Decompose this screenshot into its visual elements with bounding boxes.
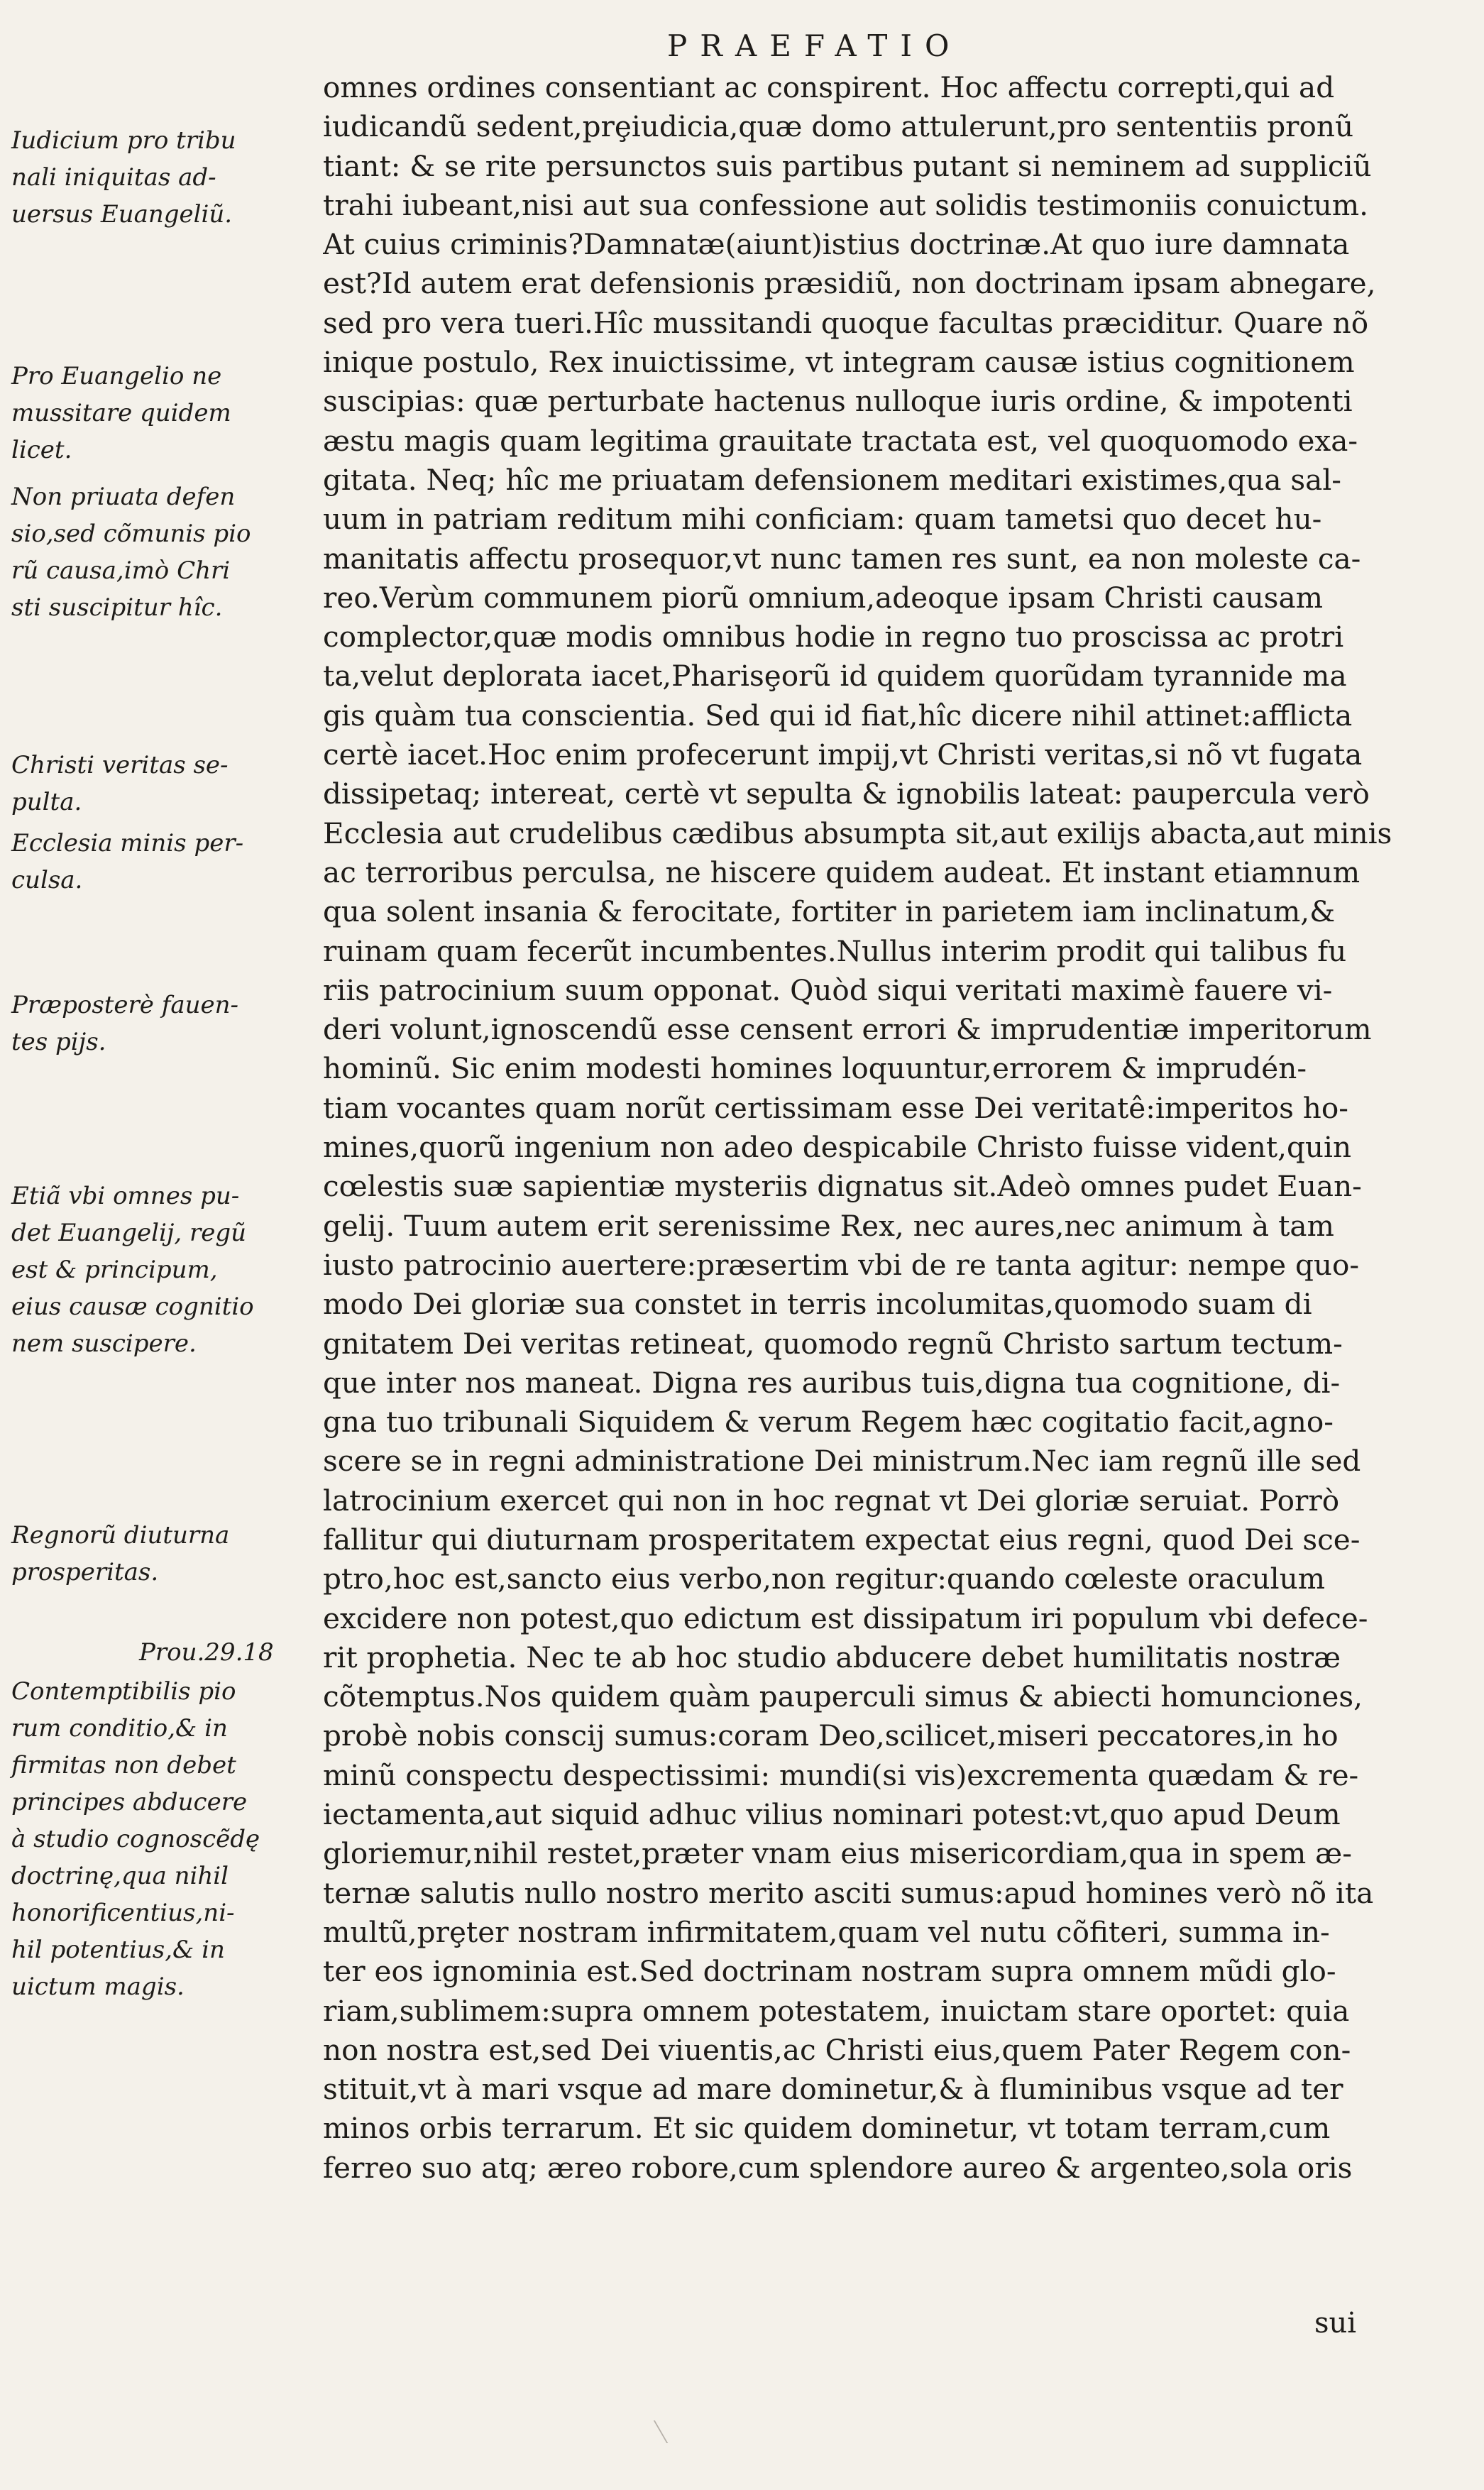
text-line: complector,quæ modis omnibus hodie in regno tuo proscissa ac protri	[323, 620, 1344, 654]
running-head: PRAEFATIO	[667, 28, 962, 63]
main-text	[323, 68, 1458, 2188]
text-line: deri volunt,ignoscendũ esse censent errori & imprudentiæ imperitorum	[323, 1012, 1372, 1047]
text-line: probè nobis conscij sumus:coram Deo,scilicet,miseri peccatores,in ho	[323, 1718, 1339, 1753]
text-line: ter eos ignominia est.Sed doctrinam nostram supra omnem mũdi glo-	[323, 1954, 1336, 1989]
margin-note-line: uersus Euangeliũ.	[11, 200, 233, 229]
margin-note	[11, 478, 324, 626]
text-line: iusto patrocinio auertere:præsertim vbi de re tanta agitur: nempe quo-	[323, 1247, 1360, 1282]
margin-note	[11, 122, 324, 233]
margin-note-line: Iudicium pro tribu	[11, 126, 236, 155]
text-line: cõtemptus.Nos quidem quàm pauperculi simus & abiecti homunciones,	[323, 1679, 1363, 1714]
text-line: ac terroribus perculsa, ne hiscere quidem audeat. Et instant etiamnum	[323, 855, 1361, 889]
text-line: minũ conspectu despectissimi: mundi(si vis)excrementa quædam & re-	[323, 1757, 1359, 1792]
margin-note-line: sio,sed cõmunis pio	[11, 520, 251, 548]
margin-note	[11, 747, 324, 821]
text-line: est?Id autem erat defensionis præsidiũ, non doctrinam ipsam abnegare,	[323, 266, 1376, 301]
text-line: omnes ordines consentiant ac conspirent. Hoc affectu correpti,qui ad	[323, 70, 1335, 104]
text-line: gnitatem Dei veritas retineat, quomodo regnũ Christo sartum tectum-	[323, 1326, 1343, 1361]
margin-note	[11, 825, 324, 899]
text-line: gloriemur,nihil restet,præter vnam eius misericordiam,qua in spem æ-	[323, 1836, 1352, 1871]
text-line: riam,sublimem:supra omnem potestatem, inuictam stare oportet: quia	[323, 1993, 1350, 2028]
margin-note-line: rum conditio,& in	[11, 1714, 228, 1743]
text-line: iectamenta,aut siquid adhuc vilius nominari potest:vt,quo apud Deum	[323, 1797, 1341, 1832]
margin-note-line: Non priuata defen	[11, 483, 236, 511]
text-line: gitata. Neq; hîc me priuatam defensionem meditari existimes,qua sal-	[323, 462, 1341, 497]
margin-note-line: mussitare quidem	[11, 399, 231, 427]
margin-note-line: firmitas non debet	[11, 1751, 236, 1779]
margin-note	[11, 987, 324, 1060]
catchword: sui	[1314, 2307, 1357, 2340]
text-line: modo Dei gloriæ sua constet in terris incolumitas,quomodo suam di	[323, 1287, 1312, 1322]
text-line: ta,velut deplorata iacet,Pharisȩorũ id quidem quorũdam tyrannide ma	[323, 659, 1347, 693]
text-line: mines,quorũ ingenium non adeo despicabile Christo fuisse vident,quin	[323, 1130, 1352, 1165]
margin-note	[11, 1178, 324, 1362]
margin-note-line: principes abducere	[11, 1788, 248, 1816]
text-line: ptro,hoc est,sancto eius verbo,non regitur:quando cœleste oraculum	[323, 1562, 1326, 1596]
margin-note	[11, 1517, 324, 1591]
margin-note-line: pulta.	[11, 788, 82, 816]
margin-note-line: uictum magis.	[11, 1973, 185, 2001]
text-line: inique postulo, Rex inuictissime, vt integram causæ istius cognitionem	[323, 345, 1355, 380]
text-line: qua solent insania & ferocitate, fortiter in parietem iam inclinatum,&	[323, 894, 1336, 929]
text-line: gis quàm tua conscientia. Sed qui id fiat,hîc dicere nihil attinet:afflicta	[323, 698, 1353, 733]
text-line: At cuius criminis?Damnatæ(aiunt)istius doctrinæ.At quo iure damnata	[323, 227, 1350, 262]
text-line: non nostra est,sed Dei viuentis,ac Christi eius,quem Pater Regem con-	[323, 2032, 1351, 2067]
margin-note	[11, 358, 324, 468]
text-line: cœlestis suæ sapientiæ mysteriis dignatus sit.Adeò omnes pudet Euan-	[323, 1169, 1362, 1204]
margin-note-line: Etiã vbi omnes pu-	[11, 1182, 240, 1210]
text-line: rit prophetia. Nec te ab hoc studio abducere debet humilitatis nostræ	[323, 1640, 1341, 1674]
margin-note-line: tes pijs.	[11, 1028, 106, 1056]
margin-note-line: Ecclesia minis per-	[11, 829, 244, 857]
text-line: æstu magis quam legitima grauitate tractata est, vel quoquomodo exa-	[323, 423, 1358, 458]
text-line: Ecclesia aut crudelibus cædibus absumpta sit,aut exilijs abacta,aut minis	[323, 816, 1392, 850]
margin-note-line: doctrinę,qua nihil	[11, 1862, 229, 1890]
text-line: manitatis affectu prosequor,vt nunc tamen res sunt, ea non moleste ca-	[323, 541, 1361, 576]
margin-note-line: culsa.	[11, 866, 83, 894]
text-line: ferreo suo atq; æreo robore,cum splendore aureo & argenteo,sola oris	[323, 2150, 1353, 2185]
text-line: stituit,vt à mari vsque ad mare dominetur,& à fluminibus vsque ad ter	[323, 2072, 1343, 2107]
text-line: suscipias: quæ perturbate hactenus nulloque iuris ordine, & impotenti	[323, 384, 1353, 419]
text-line: minos orbis terrarum. Et sic quidem dominetur, vt totam terram,cum	[323, 2111, 1331, 2146]
margin-note-line: honorificentius,ni-	[11, 1899, 235, 1927]
margin-note-line: nem suscipere.	[11, 1329, 197, 1358]
text-line: uum in patriam reditum mihi conficiam: quam tametsi quo decet hu-	[323, 502, 1322, 537]
margin-note-line: Christi veritas se-	[11, 751, 229, 779]
text-line: reo.Verùm communem piorũ omnium,adeoque ipsam Christi causam	[323, 580, 1324, 615]
text-line: scere se in regni administratione Dei ministrum.Nec iam regnũ ille sed	[323, 1444, 1361, 1479]
margin-note-line: eius causæ cognitio	[11, 1293, 254, 1321]
margin-note-line: sti suscipitur hîc.	[11, 593, 223, 622]
text-line: riis patrocinium suum opponat. Quòd siqui veritati maximè fauere vi-	[323, 972, 1333, 1007]
margin-note-line: Regnorũ diuturna	[11, 1521, 230, 1550]
text-line: tiant: & se rite persunctos suis partibus putant si neminem ad suppliciũ	[323, 148, 1372, 183]
margin-note-line: Præposterè fauen-	[11, 991, 238, 1019]
margin-note-line: nali iniquitas ad-	[11, 163, 216, 192]
text-line: gelij. Tuum autem erit serenissime Rex, nec aures,nec animum à tam	[323, 1208, 1334, 1243]
margin-note-line: est & principum,	[11, 1256, 218, 1284]
paper-mark	[654, 2420, 681, 2443]
text-line: gna tuo tribunali Siquidem & verum Regem hæc cogitatio facit,agno-	[323, 1405, 1334, 1439]
text-line: iudicandũ sedent,prȩiudicia,quæ domo attulerunt,pro sententiis pronũ	[323, 109, 1354, 144]
margin-note-line: licet.	[11, 436, 72, 464]
text-line: hominũ. Sic enim modesti homines loquuntur,errorem & imprudén-	[323, 1051, 1307, 1086]
text-line: dissipetaq; intereat, certè vt sepulta & ignobilis lateat: paupercula verò	[323, 777, 1370, 811]
margin-note-line: hil potentius,& in	[11, 1936, 225, 1964]
text-line: excidere non potest,quo edictum est dissipatum iri populum vbi defece-	[323, 1601, 1368, 1635]
text-line: ternæ salutis nullo nostro merito asciti sumus:apud homines verò nõ ita	[323, 1875, 1374, 1910]
margin-note-line: à studio cognoscẽdę	[11, 1825, 260, 1853]
text-line: ruinam quam fecerũt incumbentes.Nullus interim prodit qui talibus fu	[323, 933, 1347, 968]
text-line: tiam vocantes quam norũt certissimam esse Dei veritatê:imperitos ho-	[323, 1090, 1348, 1125]
text-line: latrocinium exercet qui non in hoc regnat vt Dei gloriæ seruiat. Porrò	[323, 1483, 1340, 1518]
margin-note-line: Contemptibilis pio	[11, 1677, 236, 1706]
text-line: que inter nos maneat. Digna res auribus tuis,digna tua cognitione, di-	[323, 1365, 1341, 1400]
margin-note-line: det Euangelij, regũ	[11, 1219, 247, 1247]
margin-note-line: Prou.29.18	[139, 1638, 274, 1667]
text-line: fallitur qui diuturnam prosperitatem expectat eius regni, quod Dei sce-	[323, 1522, 1361, 1557]
margin-note-line: rũ causa,imò Chri	[11, 556, 231, 585]
margin-note-line: Pro Euangelio ne	[11, 362, 222, 390]
text-line: multũ,prȩter nostram infirmitatem,quam vel nutu cõfiteri, summa in-	[323, 1914, 1330, 1949]
text-line: certè iacet.Hoc enim profecerunt impij,vt Christi veritas,si nõ vt fugata	[323, 737, 1363, 772]
text-line: trahi iubeant,nisi aut sua confessione aut solidis testimoniis conuictum.	[323, 187, 1369, 222]
margin-note	[11, 1673, 324, 2005]
text-line: sed pro vera tueri.Hîc mussitandi quoque facultas præciditur. Quare nõ	[323, 305, 1369, 340]
margin-note-line: prosperitas.	[11, 1558, 159, 1586]
